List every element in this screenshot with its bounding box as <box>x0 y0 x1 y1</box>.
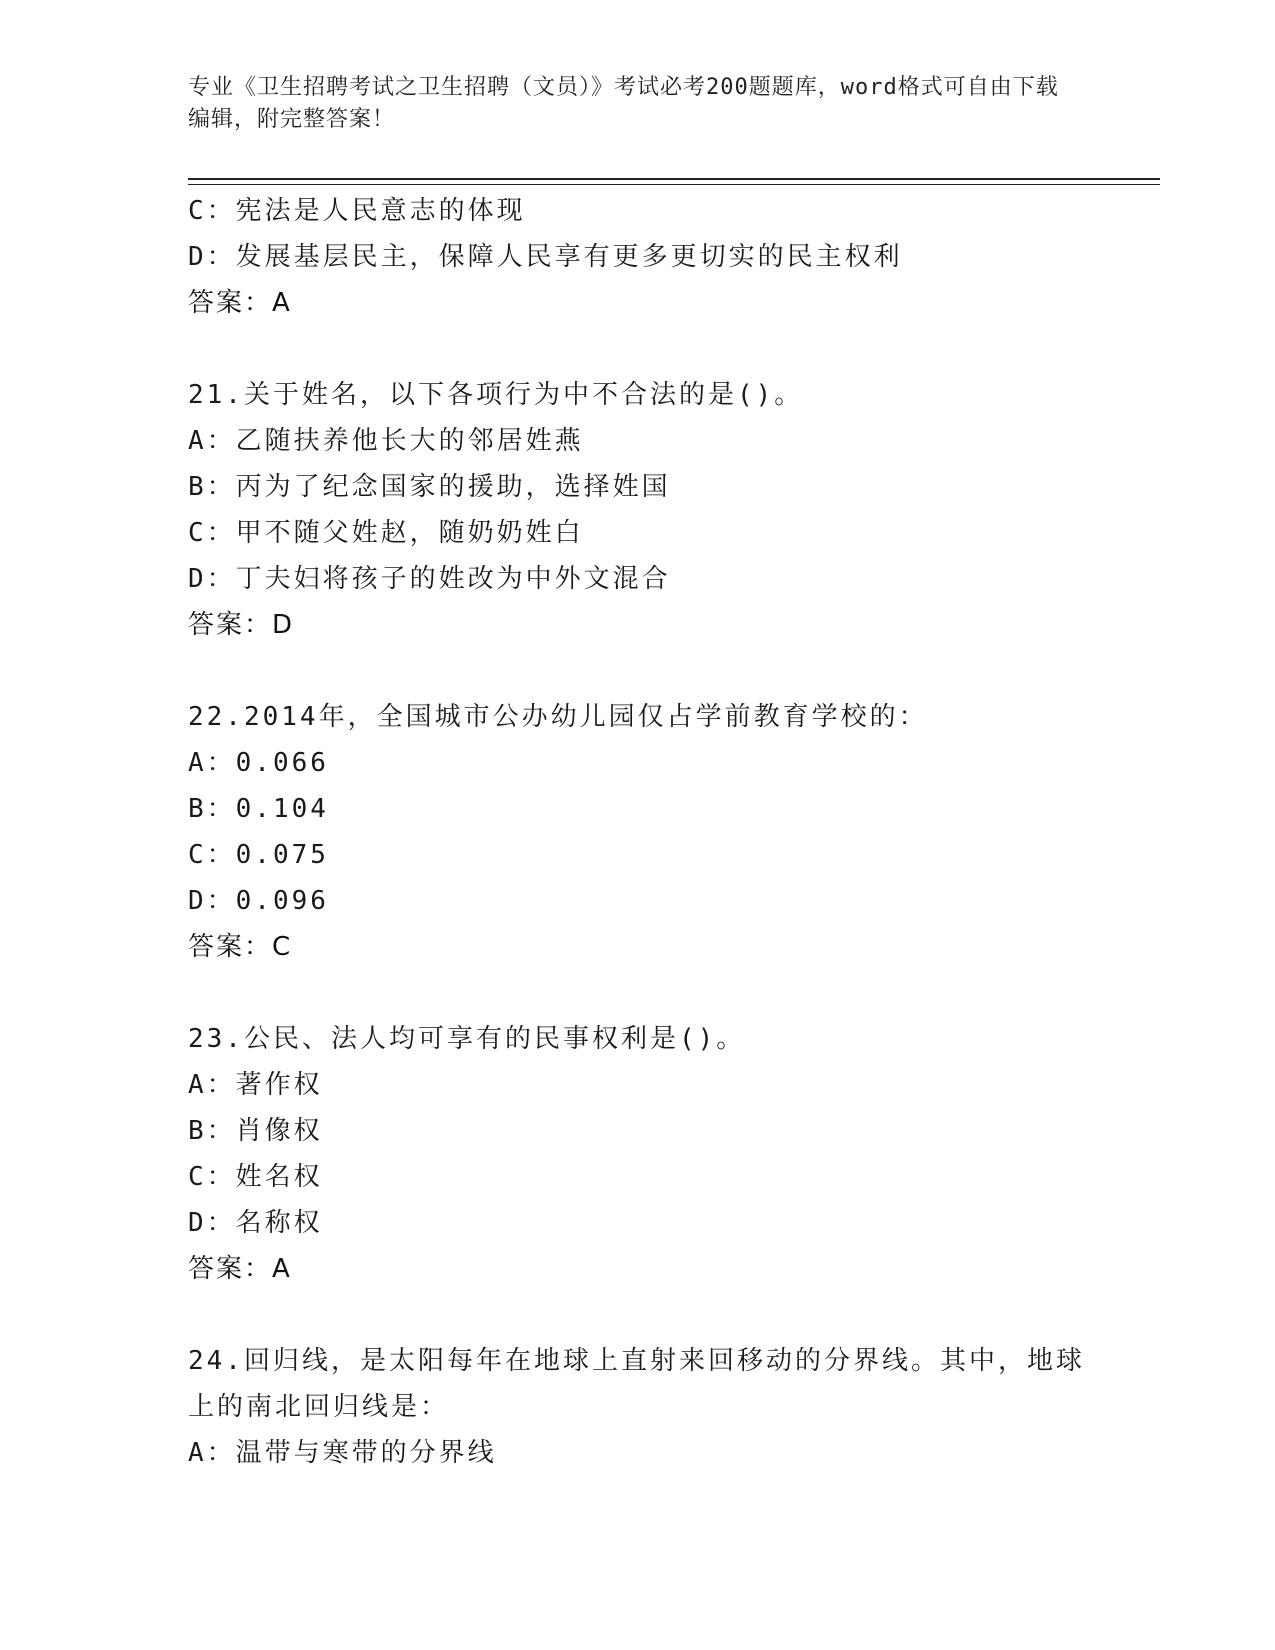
option-d: D：发展基层民主，保障人民享有更多更切实的民主权利 <box>188 242 903 272</box>
question-block-23 <box>188 1016 1088 1292</box>
option-c: C：姓名权 <box>188 1162 323 1192</box>
question-text: 21.关于姓名，以下各项行为中不合法的是()。 <box>188 380 804 410</box>
answer-line: 答案：D <box>188 610 295 640</box>
option-c: C：宪法是人民意志的体现 <box>188 196 526 226</box>
question-text: 24.回归线，是太阳每年在地球上直射来回移动的分界线。其中，地球上的南北回归线是： <box>188 1346 1085 1422</box>
option-a: A：温带与寒带的分界线 <box>188 1438 497 1468</box>
option-c: C：甲不随父姓赵，随奶奶姓白 <box>188 518 584 548</box>
header-divider-thick <box>188 178 1160 180</box>
option-d: D：丁夫妇将孩子的姓改为中外文混合 <box>188 564 671 594</box>
spacer <box>188 970 1088 1016</box>
question-block-22 <box>188 694 1088 970</box>
question-block-21 <box>188 372 1088 648</box>
spacer <box>188 648 1088 694</box>
question-text: 23.公民、法人均可享有的民事权利是()。 <box>188 1024 746 1054</box>
answer-line: 答案：C <box>188 932 293 962</box>
question-block-20 <box>188 188 1088 326</box>
header-divider-thin <box>188 184 1160 185</box>
spacer <box>188 326 1088 372</box>
question-block-24 <box>188 1338 1088 1476</box>
spacer <box>188 1292 1088 1338</box>
option-a: A：著作权 <box>188 1070 323 1100</box>
document-header: 专业《卫生招聘考试之卫生招聘（文员）》考试必考200题题库，word格式可自由下载编辑，附完整答案！ <box>188 75 1059 132</box>
option-b: B：丙为了纪念国家的援助，选择姓国 <box>188 472 671 502</box>
option-d: D：0.096 <box>188 886 329 916</box>
option-d: D：名称权 <box>188 1208 323 1238</box>
answer-line: 答案：A <box>188 288 292 318</box>
option-a: A：乙随扶养他长大的邻居姓燕 <box>188 426 584 456</box>
option-a: A：0.066 <box>188 748 329 778</box>
option-b: B：肖像权 <box>188 1116 323 1146</box>
answer-line: 答案：A <box>188 1254 292 1284</box>
option-c: C：0.075 <box>188 840 329 870</box>
question-text: 22.2014年，全国城市公办幼儿园仅占学前教育学校的： <box>188 702 928 732</box>
option-b: B：0.104 <box>188 794 329 824</box>
question-list <box>188 188 1088 1476</box>
